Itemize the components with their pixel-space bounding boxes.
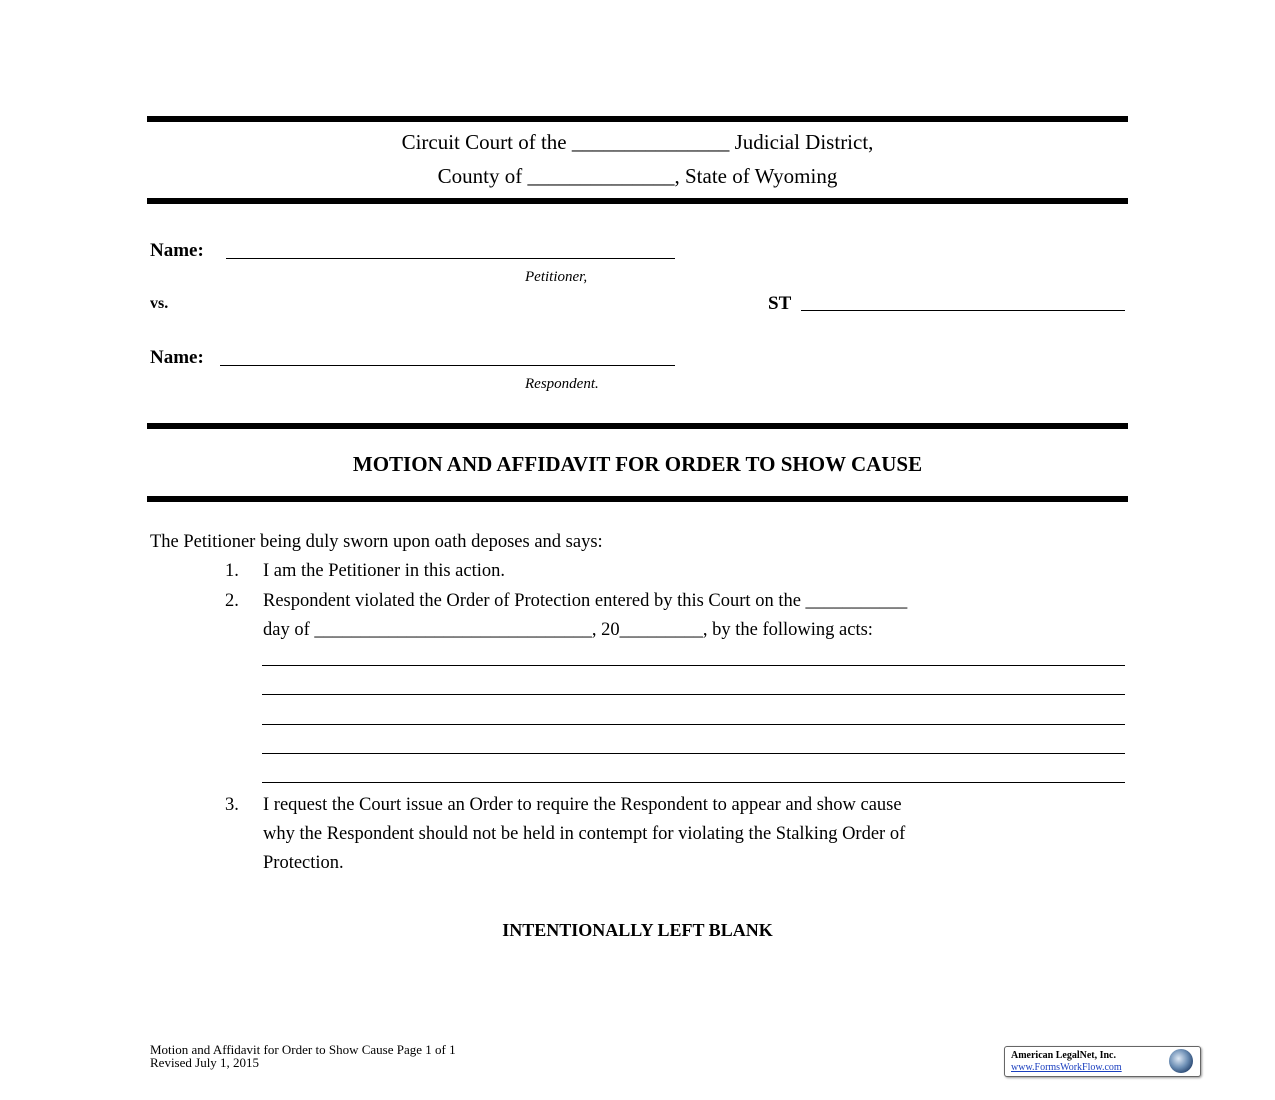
intro-text: The Petitioner being duly sworn upon oath deposes and says: (150, 532, 603, 552)
blank-notice: INTENTIONALLY LEFT BLANK (502, 920, 773, 940)
item-1-line-1: I am the Petitioner in this action. (263, 561, 505, 581)
item-2-line-1: Respondent violated the Order of Protection entered by this Court on the ___________ (263, 591, 908, 611)
legalnet-logo[interactable] (1004, 1046, 1201, 1077)
item-3-line-2: why the Respondent should not be held in contempt for violating the Stalking Order of (263, 824, 906, 844)
vs-label: vs. (150, 295, 169, 312)
petitioner-name-label: Name: (150, 240, 204, 261)
case-number-field[interactable] (801, 310, 1125, 311)
item-3-line-3: Protection. (263, 853, 344, 873)
county-line: County of ______________, State of Wyoming (437, 164, 838, 188)
acts-line-3[interactable] (262, 724, 1125, 725)
item-3-number: 3. (225, 795, 239, 815)
footer-revised: Revised July 1, 2015 (150, 1055, 260, 1070)
item-2-number: 2. (225, 591, 239, 611)
acts-line-5[interactable] (262, 782, 1125, 783)
acts-line-2[interactable] (262, 694, 1125, 695)
footer-page-info: Motion and Affidavit for Order to Show Cause Page 1 of 1 (150, 1042, 456, 1057)
petitioner-caption: Petitioner, (525, 269, 588, 285)
court-line: Circuit Court of the _______________ Judicial District, (401, 130, 874, 154)
header-top-rule (147, 116, 1128, 122)
respondent-caption: Respondent. (525, 376, 599, 392)
logo-url[interactable]: www.FormsWorkFlow.com (1011, 1062, 1122, 1073)
st-label: ST (768, 293, 792, 314)
petitioner-name-field[interactable] (226, 258, 675, 259)
respondent-name-label: Name: (150, 347, 204, 368)
logo-company: American LegalNet, Inc. (1011, 1050, 1116, 1061)
header-bottom-rule (147, 198, 1128, 204)
item-3-line-1: I request the Court issue an Order to require the Respondent to appear and show cause (263, 795, 902, 815)
respondent-name-field[interactable] (220, 365, 675, 366)
item-2-line-2: day of ______________________________, 20_________, by the following acts: (263, 620, 873, 640)
title-bottom-rule (147, 496, 1128, 502)
title-top-rule (147, 423, 1128, 429)
globe-icon (1169, 1049, 1193, 1073)
acts-line-1[interactable] (262, 665, 1125, 666)
item-1-number: 1. (225, 561, 239, 581)
acts-line-4[interactable] (262, 753, 1125, 754)
document-title: MOTION AND AFFIDAVIT FOR ORDER TO SHOW CAUSE (352, 452, 923, 476)
